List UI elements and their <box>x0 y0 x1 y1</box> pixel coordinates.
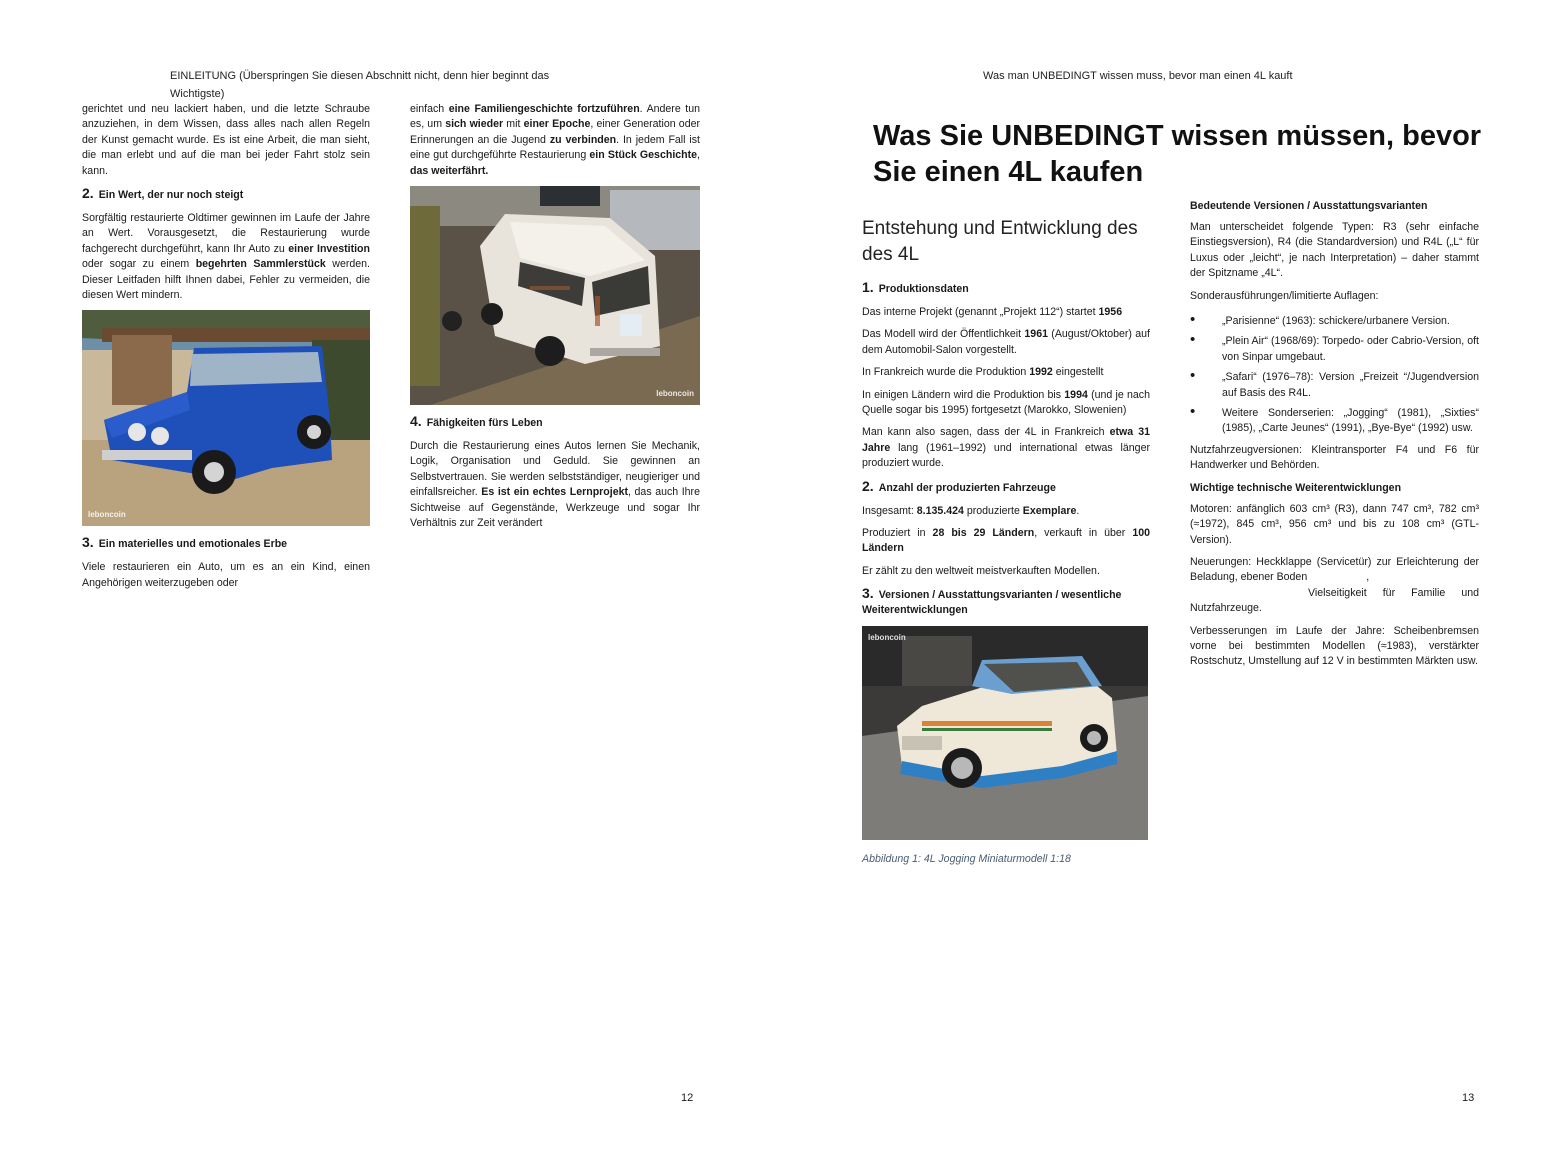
right-column-2 <box>1190 197 1479 677</box>
section-number: 4. <box>410 413 422 430</box>
paragraph-value: Sorgfältig restaurierte Oldtimer gewinnen im Laufe der Jahre an Wert. Vorausgesetzt, die Restaurierung wurde fachgerecht durchgeführt, kann Ihr Auto zu einer Investition oder sogar zu einem begehrten Sammlerstück werden. Dieser Leitfaden hilft Ihnen dabei, Fehler zu vermeiden, die diesen Wert mindern. <box>82 212 370 302</box>
model-car-image <box>862 626 1148 840</box>
list-item: • „Plein Air“ (1968/69): Torpedo- oder Cabrio-Version, oft von Sinpar umgebaut. <box>1190 334 1479 365</box>
heading-versions: Bedeutende Versionen / Ausstattungsvarianten <box>1190 200 1428 212</box>
right-column-1 <box>862 216 1150 868</box>
paragraph-continued: gerichtet und neu lackiert haben, und die letzte Schraube anzuziehen, in dem Wissen, dass alles nach allen Regeln der Kunst gemacht wurde. Es ist eine Arbeit, die man sieht, die man erlebt und auf die man bei jeder Fahrt stolz sein kann. <box>82 103 370 177</box>
running-header-left <box>170 67 590 103</box>
section-title: Ein materielles und emotionales Erbe <box>98 538 288 551</box>
photo-blue-renault-4 <box>82 310 370 526</box>
blue-car-image <box>82 310 370 526</box>
paragraph-family: einfach eine Familiengeschichte fortzuführen. Andere tun es, um sich wieder mit einer Epoche, einer Generation oder Erinnerungen an die Jugend zu verbinden. In jedem Fall ist eine gut durchgeführte Restaurierung ein Stück Geschichte, das weiterfährt. <box>410 103 701 177</box>
chapter-subtitle: Entstehung und Entwicklung des des 4L <box>862 218 1138 265</box>
section-heading-versions <box>862 586 1150 618</box>
section-heading-2 <box>82 186 370 203</box>
section-number: 3. <box>82 534 94 551</box>
paragraph-duration: Man kann also sagen, dass der 4L in Frankreich etwa 31 Jahre lang (1961–1992) und international etwas länger produziert wurde. <box>862 426 1150 470</box>
header-line-1: EINLEITUNG (Überspringen Sie diesen Abschnitt nicht, denn hier beginnt das <box>170 70 550 82</box>
paragraph-improvements: Verbesserungen im Laufe der Jahre: Scheibenbremsen vorne bei bestimmten Modellen (≈1983), verstärkter Rostschutz, Umstellung auf 12 V in bestimmten Märkten usw. <box>1190 624 1479 668</box>
paragraph-countries: Produziert in 28 bis 29 Ländern, verkauft in über 100 Ländern <box>862 527 1150 555</box>
running-header-right: Was man UNBEDINGT wissen muss, bevor man einen 4L kauft <box>983 70 1293 82</box>
paragraph-total: Insgesamt: 8.135.424 produzierte Exemplare. <box>862 504 1080 517</box>
paragraph-end-france: In Frankreich wurde die Produktion 1992 eingestellt <box>862 366 1104 379</box>
list-item: • Weitere Sonderserien: „Jogging“ (1981), „Sixties“ (1985), „Carte Jeunes“ (1991), „Bye-Bye“ (1992) usw. <box>1190 406 1479 437</box>
page-number: 13 <box>1462 1092 1475 1104</box>
heading-technical: Wichtige technische Weiterentwicklungen <box>1190 481 1402 494</box>
paragraph-utility-versions: Nutzfahrzeugversionen: Kleintransporter F4 und F6 für Handwerker und Behörden. <box>1190 443 1479 472</box>
section-heading-quantity <box>862 479 1150 496</box>
page-number: 12 <box>681 1092 694 1104</box>
section-number: 2. <box>862 477 874 494</box>
watermark: leboncoin <box>88 510 126 520</box>
list-item: • „Parisienne“ (1963): schickere/urbanere Version. <box>1190 314 1479 329</box>
section-heading-3 <box>82 535 370 552</box>
section-title: Ein Wert, der nur noch steigt <box>98 189 244 202</box>
watermark: leboncoin <box>656 388 694 398</box>
photo-white-renault-4 <box>410 186 700 405</box>
paragraph-other-countries: In einigen Ländern wird die Produktion bis 1994 (und je nach Quelle sogar bis 1995) fortgesetzt (Marokko, Slowenien) <box>862 388 1150 417</box>
left-column-2 <box>410 102 700 538</box>
section-heading-production <box>862 280 1150 297</box>
white-car-image <box>410 186 700 405</box>
section-number: 3. <box>862 585 874 602</box>
paragraph-heritage: Viele restaurieren ein Auto, um es an ein Kind, einen Angehörigen weiterzugeben oder <box>82 561 370 589</box>
list-item: • „Safari“ (1976–78): Version „Freizeit “/Jugendversion auf Basis des R4L. <box>1190 370 1479 401</box>
section-heading-4 <box>410 414 700 431</box>
section-number: 1. <box>862 279 874 295</box>
left-column-1 <box>82 102 370 598</box>
section-title: Anzahl der produzierten Fahrzeuge <box>878 481 1056 494</box>
paragraph-innovations: Neuerungen: Heckklappe (Servicetür) zur Erleichterung der Beladung, ebener Boden , Vielseitigkeit für Familie und Nutzfahrzeuge. <box>1190 555 1479 615</box>
paragraph-special-editions-intro: Sonderausführungen/limitierte Auflagen: <box>1190 289 1379 302</box>
chapter-title: Was Sie UNBEDINGT wissen müssen, bevor Sie einen 4L kaufen <box>873 120 1482 188</box>
paragraph-engines: Motoren: anfänglich 603 cm³ (R3), dann 747 cm³, 782 cm³ (≈1972), 845 cm³, 956 cm³ und bis zu 108 cm³ (GTL-Version). <box>1190 502 1479 546</box>
section-title: Versionen / Ausstattungsvarianten / wesentliche Weiterentwicklungen <box>862 589 1122 617</box>
header-line-2: Wichtigste) <box>170 88 225 100</box>
paragraph-project: Das interne Projekt (genannt „Projekt 112“) startet 1956 <box>862 306 1123 318</box>
section-number: 2. <box>82 185 94 202</box>
section-title: Produktionsdaten <box>878 283 969 295</box>
paragraph-types: Man unterscheidet folgende Typen: R3 (sehr einfache Einstiegsversion), R4 (die Standardversion) und R4L („L“ für Luxus oder „leicht“, je nach Interpretation) – daher stammt der Spitzname „4L“. <box>1190 221 1479 280</box>
photo-4l-jogging-model <box>862 626 1148 840</box>
paragraph-presentation: Das Modell wird der Öffentlichkeit 1961 (August/Oktober) auf dem Automobil-Salon vorgestellt. <box>862 328 1151 356</box>
paragraph-skills: Durch die Restaurierung eines Autos lernen Sie Mechanik, Logik, Organisation und Geduld. Sie gewinnen an Selbstvertrauen. Sie werden selbstständiger, neugieriger und einfallsreicher. Es ist ein echtes Lernprojekt, das auch Ihre Sichtweise auf Gegenstände, Werkzeuge und sogar Ihr Verhältnis zur Zeit verändert <box>410 440 700 530</box>
special-editions-list <box>1190 314 1479 437</box>
watermark: leboncoin <box>868 633 906 643</box>
figure-caption: Abbildung 1: 4L Jogging Miniaturmodell 1:18 <box>862 853 1071 866</box>
section-title: Fähigkeiten fürs Leben <box>426 417 543 430</box>
paragraph-bestseller: Er zählt zu den weltweit meistverkauften Modellen. <box>862 564 1100 577</box>
